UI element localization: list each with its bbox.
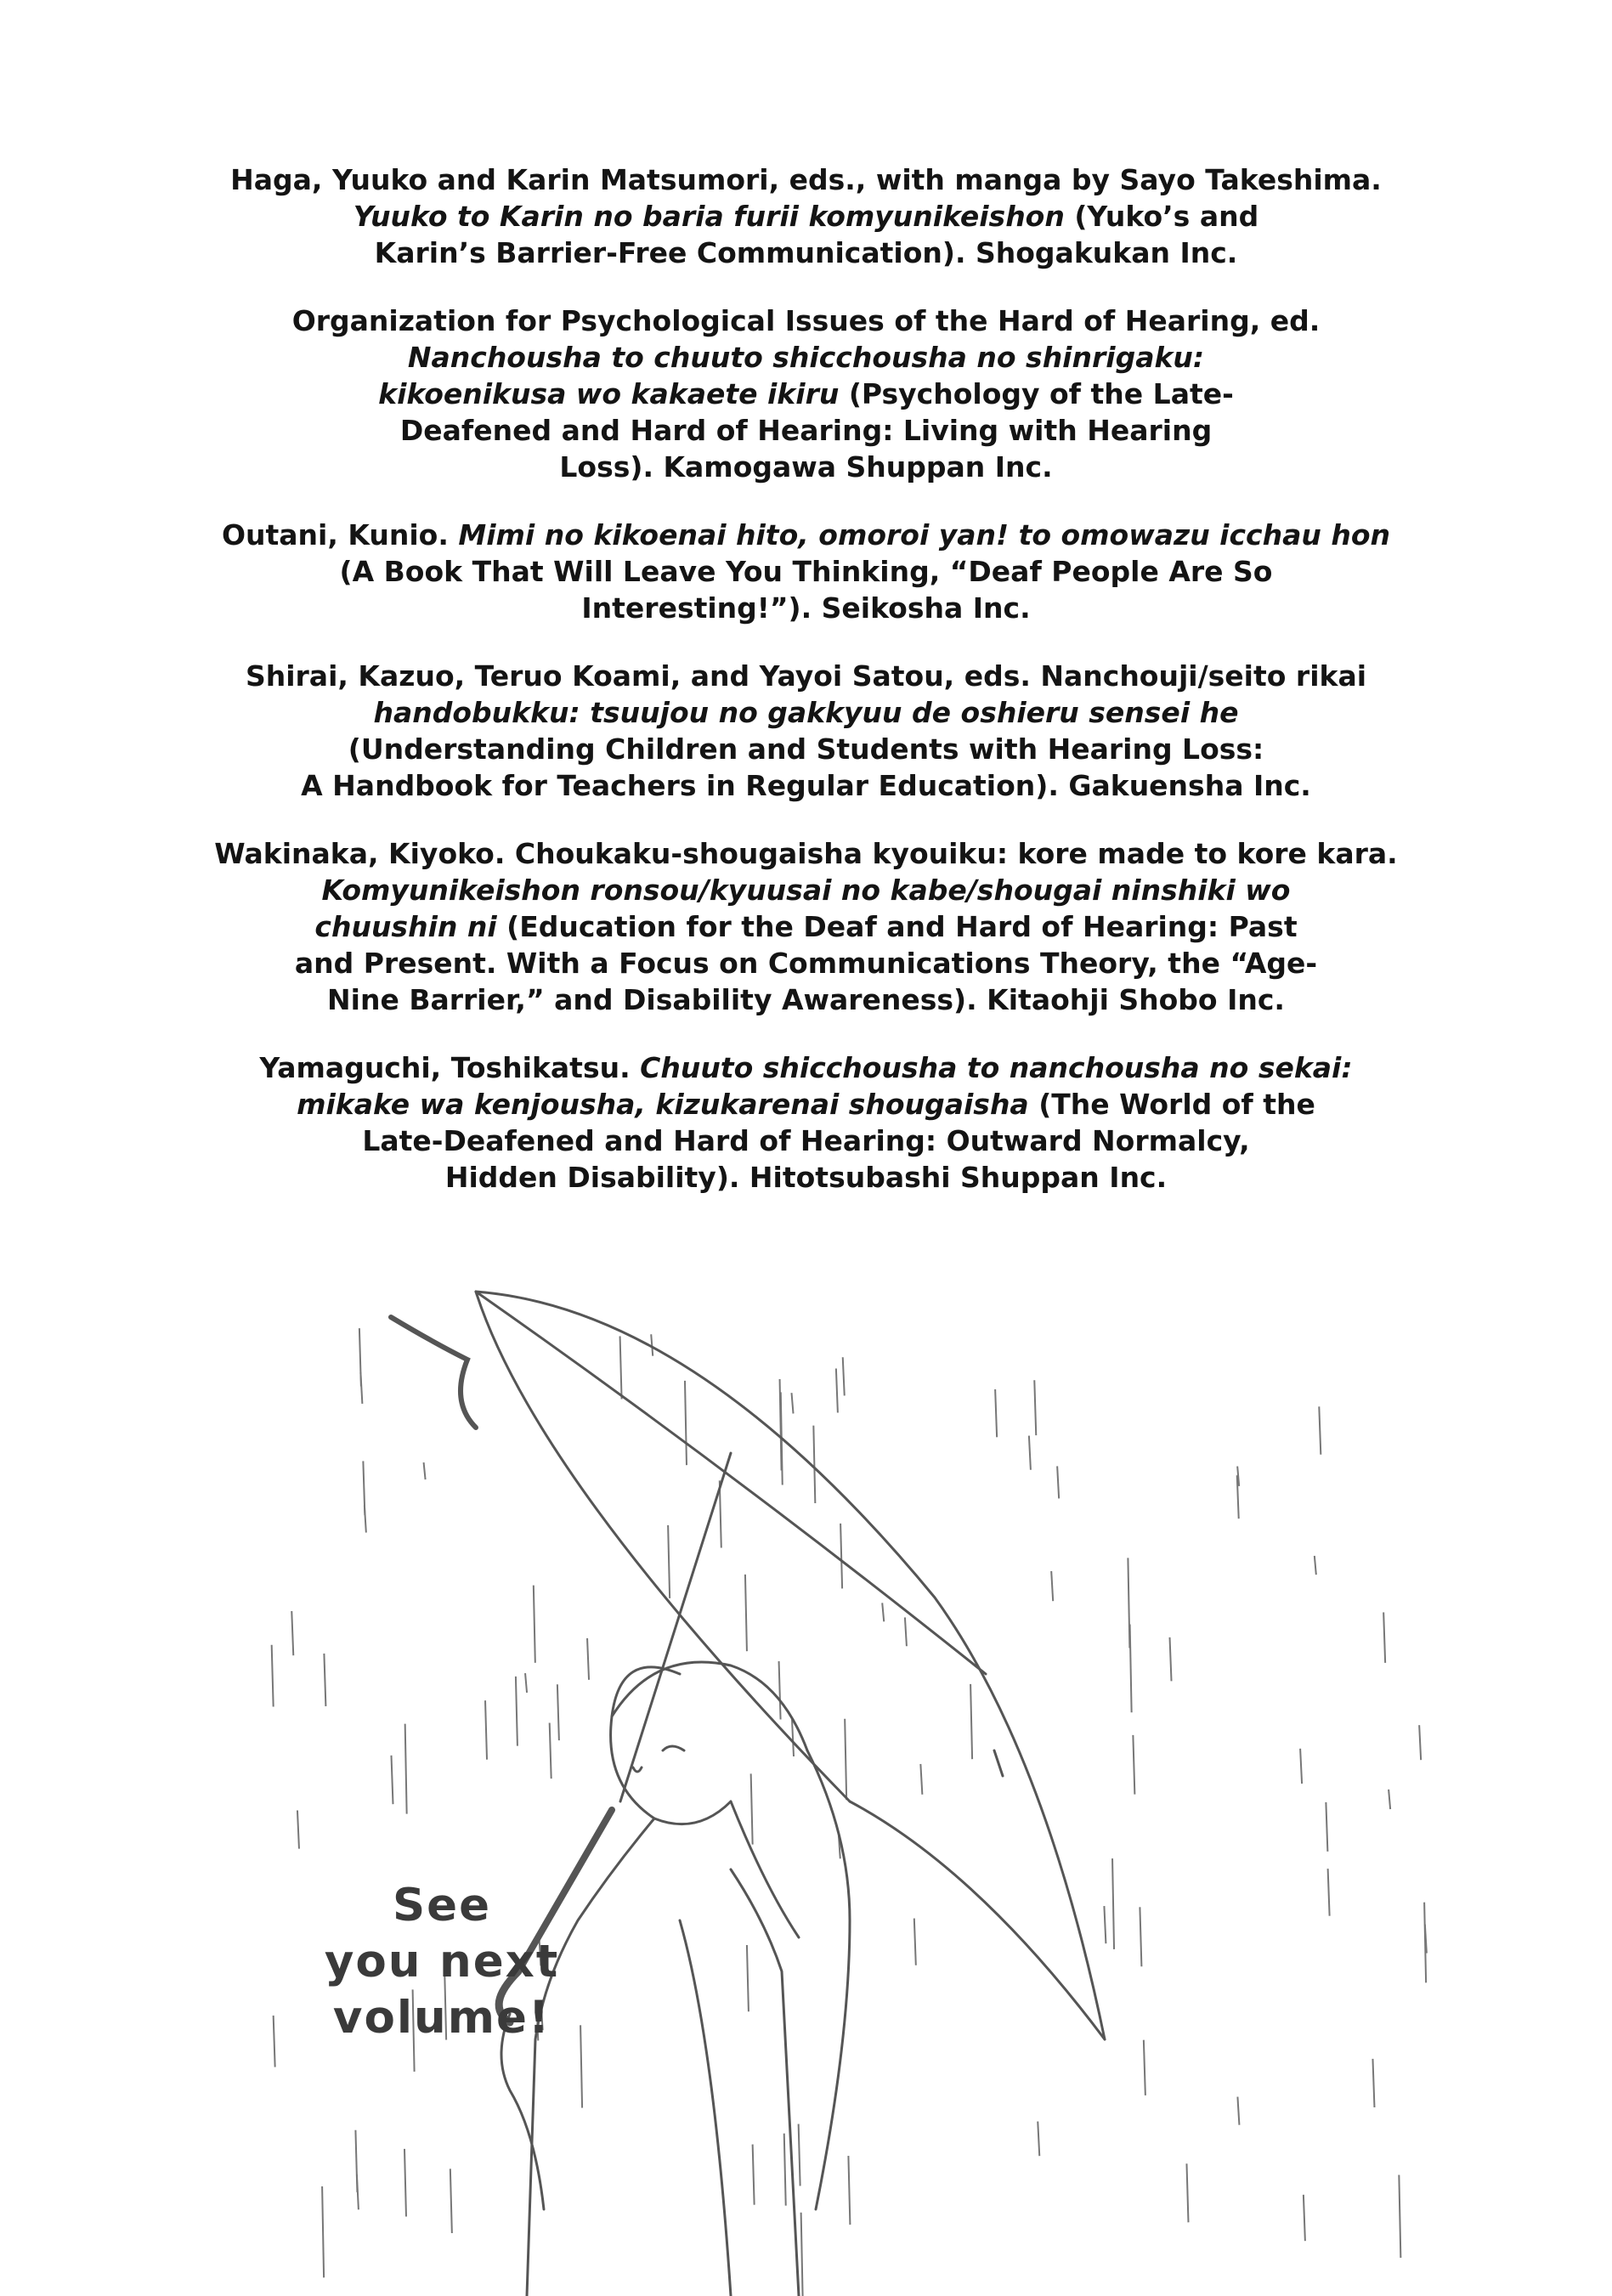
bibliography-entry bbox=[0, 658, 1612, 804]
rain-streak bbox=[1419, 1725, 1421, 1760]
entry-text: (A Book That Will Leave You Thinking, “Deaf People Are So bbox=[339, 555, 1273, 588]
entry-text: Haga, Yuuko and Karin Matsumori, eds., with manga by Sayo Takeshima. bbox=[230, 163, 1382, 196]
rain-streak bbox=[1104, 1906, 1106, 1943]
entry-line bbox=[0, 303, 1612, 339]
entry-line bbox=[0, 590, 1612, 626]
entry-line bbox=[0, 694, 1612, 731]
rain-streak bbox=[836, 1369, 838, 1413]
closing-line-2: you next bbox=[324, 1936, 560, 1988]
rain-streak bbox=[799, 2124, 800, 2186]
book-title: chuushin ni bbox=[314, 910, 497, 943]
entry-line bbox=[0, 1159, 1612, 1196]
girl-with-umbrella-illustration bbox=[255, 1275, 1445, 2296]
rain-streak bbox=[525, 1673, 527, 1693]
entry-line bbox=[0, 517, 1612, 553]
rain-streak bbox=[485, 1700, 487, 1760]
book-title: kikoenikusa wo kakaete ikiru bbox=[378, 377, 840, 410]
rain-streak bbox=[843, 1357, 845, 1395]
entry-line bbox=[0, 161, 1612, 198]
rain-streak bbox=[845, 1719, 846, 1800]
rain-streak bbox=[1144, 2040, 1145, 2095]
entry-text: Nine Barrier,” and Disability Awareness). Kitaohji Shobo Inc. bbox=[327, 983, 1285, 1016]
rain-streak bbox=[905, 1617, 907, 1646]
entry-line bbox=[0, 412, 1612, 449]
entry-text: Yamaguchi, Toshikatsu. bbox=[259, 1051, 641, 1084]
rain-streak bbox=[1034, 1380, 1036, 1435]
rain-streak bbox=[272, 1645, 274, 1707]
rain-streak bbox=[274, 2016, 275, 2067]
rain-streak bbox=[1237, 2097, 1239, 2125]
entry-text: Karin’s Barrier-Free Communication). Shogakukan Inc. bbox=[374, 236, 1238, 269]
entry-line bbox=[0, 1086, 1612, 1123]
rain-streak bbox=[801, 2213, 803, 2296]
rain-streak bbox=[391, 1756, 393, 1804]
rain-streak bbox=[840, 1524, 842, 1589]
rain-streak bbox=[405, 1724, 407, 1814]
entry-line bbox=[0, 658, 1612, 694]
rain-streak bbox=[920, 1764, 922, 1795]
book-title: mikake wa kenjousha, kizukarenai shougaisha bbox=[297, 1088, 1029, 1121]
book-title: Nanchousha to chuuto shicchousha no shinrigaku: bbox=[407, 341, 1205, 374]
book-title: Komyunikeishon ronsou/kyuusai no kabe/shougai ninshiki wo bbox=[321, 874, 1291, 907]
rain-streak bbox=[1029, 1436, 1031, 1470]
book-title: Mimi no kikoenai hito, omoroi yan! to omowazu icchau hon bbox=[458, 518, 1391, 551]
rain-streak bbox=[813, 1426, 815, 1503]
closing-message bbox=[323, 1878, 561, 2046]
bibliography-entry bbox=[0, 835, 1612, 1018]
rain-streak bbox=[324, 1654, 325, 1706]
entry-text: Organization for Psychological Issues of the Hard of Hearing, ed. bbox=[291, 304, 1321, 337]
rain-streak bbox=[620, 1336, 622, 1399]
rain-streak bbox=[516, 1677, 518, 1746]
bibliography-entry bbox=[0, 161, 1612, 271]
entry-line bbox=[0, 198, 1612, 235]
entry-line bbox=[0, 235, 1612, 271]
rain-streak bbox=[404, 2149, 406, 2217]
bibliography bbox=[0, 161, 1612, 1227]
entry-line bbox=[0, 731, 1612, 767]
rain-streak bbox=[580, 2025, 582, 2107]
entry-text: A Handbook for Teachers in Regular Education). Gakuensha Inc. bbox=[301, 769, 1311, 802]
entry-text: Shirai, Kazuo, Teruo Koami, and Yayoi Satou, eds. Nanchouji/seito rikai bbox=[245, 659, 1367, 693]
entry-text: Deafened and Hard of Hearing: Living with Hearing bbox=[399, 414, 1213, 447]
entry-text: Hidden Disability). Hitotsubashi Shuppan Inc. bbox=[444, 1161, 1168, 1194]
rain-streak bbox=[995, 1389, 997, 1437]
rain-streak bbox=[784, 2134, 786, 2206]
entry-line bbox=[0, 945, 1612, 981]
rain-streak bbox=[970, 1684, 972, 1759]
rain-streak bbox=[751, 1773, 753, 1844]
rain-streak bbox=[1326, 1802, 1327, 1852]
rain-streak bbox=[1038, 2122, 1039, 2157]
entry-line bbox=[0, 835, 1612, 872]
entry-text: (Yuko’s and bbox=[1064, 200, 1259, 233]
rain-streak bbox=[914, 1919, 916, 1965]
rain-streak bbox=[1319, 1406, 1321, 1454]
rain-streak bbox=[1399, 2175, 1400, 2258]
entry-text: Loss). Kamogawa Shuppan Inc. bbox=[559, 450, 1053, 484]
rain-streak bbox=[668, 1525, 670, 1598]
entry-line bbox=[0, 1049, 1612, 1086]
rain-streak bbox=[1133, 1735, 1134, 1795]
entry-text: (Psychology of the Late- bbox=[839, 377, 1234, 410]
entry-text: Interesting!”). Seikosha Inc. bbox=[581, 591, 1031, 625]
rain-streak bbox=[848, 2156, 850, 2225]
rain-streak bbox=[550, 1723, 551, 1779]
entry-line bbox=[0, 449, 1612, 485]
rain-streak bbox=[1112, 1858, 1114, 1949]
entry-text: and Present. With a Focus on Communications Theory, the “Age- bbox=[294, 947, 1318, 980]
rain-streak bbox=[882, 1603, 884, 1621]
rain-streak bbox=[534, 1586, 535, 1663]
rain-streak bbox=[1170, 1637, 1172, 1682]
rain-streak bbox=[753, 2145, 755, 2205]
entry-text: Late-Deafened and Hard of Hearing: Outward Normalcy, bbox=[362, 1124, 1250, 1157]
rain-streak bbox=[557, 1684, 559, 1740]
rain-streak bbox=[792, 1719, 794, 1756]
rain-streak bbox=[365, 1506, 366, 1533]
rain-streak bbox=[1130, 1625, 1132, 1713]
closing-line-3: volume! bbox=[332, 1992, 551, 2044]
rain-streak bbox=[424, 1462, 426, 1479]
rain-streak bbox=[1186, 2163, 1188, 2222]
rain-streak bbox=[322, 2186, 324, 2277]
rain-streak bbox=[1328, 1869, 1330, 1916]
book-title: handobukku: tsuujou no gakkyuu de oshieru sensei he bbox=[373, 696, 1239, 729]
rain-streak bbox=[1304, 2195, 1305, 2241]
entry-text: Outani, Kunio. bbox=[221, 518, 459, 551]
entry-line bbox=[0, 908, 1612, 945]
rain-streak bbox=[779, 1661, 781, 1720]
rain-streak bbox=[1372, 2059, 1374, 2107]
entry-text: (Understanding Children and Students with Hearing Loss: bbox=[348, 732, 1264, 766]
rain-streak bbox=[1140, 1907, 1141, 1966]
closing-line-1: See bbox=[392, 1880, 492, 1931]
rain-streak bbox=[745, 1575, 747, 1651]
rain-streak bbox=[357, 2174, 359, 2209]
entry-line bbox=[0, 376, 1612, 412]
rain-streaks bbox=[272, 1328, 1427, 2296]
rain-streak bbox=[587, 1638, 589, 1680]
rain-streak bbox=[792, 1393, 794, 1413]
entry-line bbox=[0, 981, 1612, 1018]
rain-streak bbox=[1051, 1571, 1053, 1601]
entry-line bbox=[0, 872, 1612, 908]
bibliography-entry bbox=[0, 303, 1612, 485]
rain-streak bbox=[360, 1372, 362, 1404]
bibliography-entry bbox=[0, 1049, 1612, 1196]
entry-line bbox=[0, 767, 1612, 804]
rain-streak bbox=[1389, 1790, 1390, 1809]
entry-line bbox=[0, 553, 1612, 590]
entry-line bbox=[0, 1123, 1612, 1159]
rain-streak bbox=[1300, 1749, 1302, 1784]
rain-streak bbox=[685, 1381, 687, 1465]
rain-streak bbox=[1315, 1556, 1316, 1575]
rain-streak bbox=[291, 1611, 293, 1655]
book-title: Yuuko to Karin no baria furii komyunikeishon bbox=[353, 200, 1065, 233]
entry-text: (Education for the Deaf and Hard of Hearing: Past bbox=[496, 910, 1298, 943]
rain-streak bbox=[1057, 1466, 1059, 1498]
rain-streak bbox=[450, 2169, 452, 2233]
entry-text: (The World of the bbox=[1028, 1088, 1315, 1121]
rain-streak bbox=[297, 1811, 299, 1849]
book-title: Chuuto shicchousha to nanchousha no sekai: bbox=[640, 1051, 1353, 1084]
rain-streak bbox=[1383, 1612, 1385, 1662]
entry-text: Wakinaka, Kiyoko. Choukaku-shougaisha kyouiku: kore made to kore kara. bbox=[214, 837, 1398, 870]
bibliography-entry bbox=[0, 517, 1612, 626]
rain-streak bbox=[747, 1945, 749, 2011]
entry-line bbox=[0, 339, 1612, 376]
